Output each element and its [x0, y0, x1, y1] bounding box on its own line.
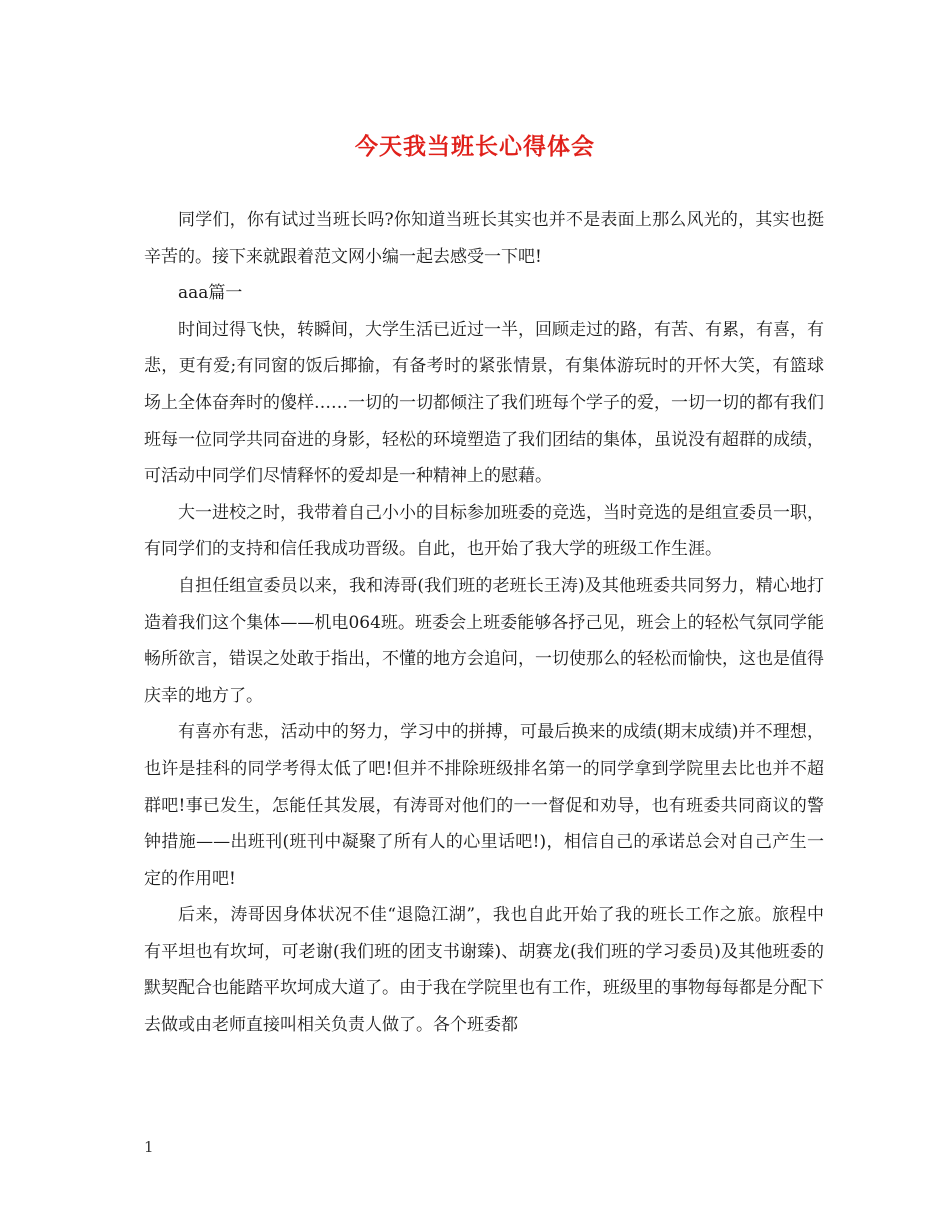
page-number: 1 — [144, 1138, 154, 1156]
paragraph-intro: 同学们，你有试过当班长吗?你知道当班长其实也并不是表面上那么风光的，其实也挺辛苦的。接下来就跟着范文网小编一起去感受一下吧! — [144, 210, 824, 267]
section-heading: aaa篇一 — [178, 283, 243, 304]
paragraph: 大一进校之时，我带着自己小小的目标参加班委的竞选，当时竞选的是组宣委员一职，有同学们的支持和信任我成功晋级。自此，也开始了我大学的班级工作生涯。 — [144, 502, 824, 560]
document-title: 今天我当班长心得体会 — [355, 133, 595, 160]
paragraph: 有喜亦有悲，活动中的努力，学习中的拼搏，可最后换来的成绩(期末成绩)并不理想，也许是挂科的同学考得太低了吧!但并不排除班级排名第一的同学拿到学院里去比也并不超群吧!事已发生，怎能任其发展，有涛哥对他们的一一督促和劝导，也有班委共同商议的警钟措施——出班刊(班刊中凝聚了所有人的心里话吧!)，相信自己的承诺总会对自己产生一定的作用吧! — [144, 722, 824, 889]
paragraph: 后来，涛哥因身体状况不佳“退隐江湖”，我也自此开始了我的班长工作之旅。旅程中有平坦也有坎坷，可老谢(我们班的团支书谢臻)、胡赛龙(我们班的学习委员)及其他班委的默契配合也能踏平坎坷成大道了。由于我在学院里也有工作，班级里的事物每每都是分配下去做或由老师直接叫相关负责人做了。各个班委都 — [144, 905, 824, 1036]
paragraph: 时间过得飞快，转瞬间，大学生活已近过一半，回顾走过的路，有苦、有累，有喜，有悲，更有爱;有同窗的饭后揶揄，有备考时的紧张情景，有集体游玩时的开怀大笑，有篮球场上全体奋奔时的傻样……一切的一切都倾注了我们班每个学子的爱，一切一切的都有我们班每一位同学共同奋进的身影，轻松的环境塑造了我们团结的集体，虽说没有超群的成绩，可活动中同学们尽情释怀的爱却是一种精神上的慰藉。 — [144, 319, 824, 487]
document-body — [144, 202, 824, 1044]
paragraph: 自担任组宣委员以来，我和涛哥(我们班的老班长王涛)及其他班委共同努力，精心地打造着我们这个集体——机电064班。班委会上班委能够各抒己见，班会上的轻松气氛同学能畅所欲言，错误之处敢于指出，不懂的地方会追问，一切使那么的轻松而愉快，这也是值得庆幸的地方了。 — [144, 575, 824, 706]
